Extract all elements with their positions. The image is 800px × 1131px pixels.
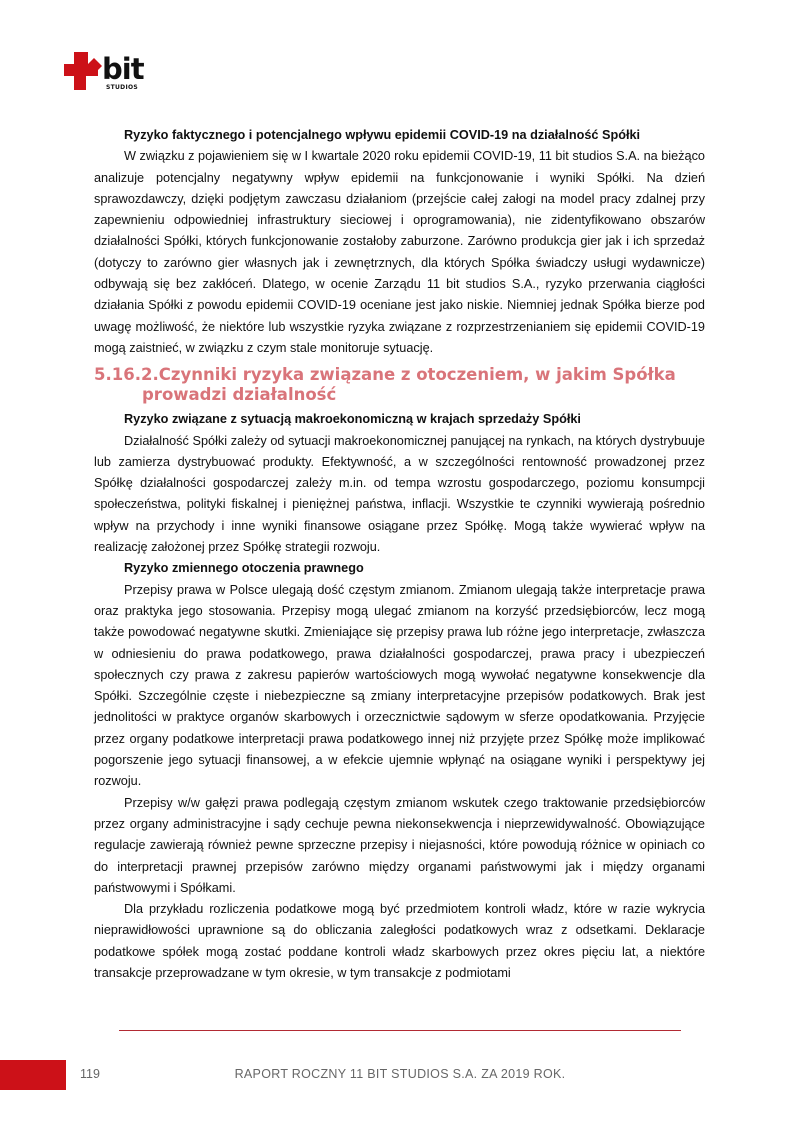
logo-mark-icon: [64, 50, 104, 90]
page-number: 119: [80, 1067, 100, 1081]
footer-title: RAPORT ROCZNY 11 BIT STUDIOS S.A. ZA 2019 ROK.: [234, 1067, 566, 1081]
heading-macro-risk: Ryzyko związane z sytuacją makroekonomiczną w krajach sprzedaży Spółki: [124, 412, 581, 427]
paragraph-legal-3: Dla przykładu rozliczenia podatkowe mogą być przedmiotem kontroli władz, które w razie wykrycia nieprawidłowości uprawnione są do obliczania zaległości podatkowych wraz z odsetkami. Deklaracje podatkowe spółek mogą zostać poddane kontroli władz skarbowych przez okres pięciu lat, a niektóre transakcje przeprowadzane w tym okresie, w tym transakcje z podmiotami: [94, 902, 705, 980]
section-heading: 5.16.2.Czynniki ryzyka związane z otoczeniem, w jakim Spółka prowadzi działalność: [94, 365, 676, 405]
heading-legal-risk: Ryzyko zmiennego otoczenia prawnego: [124, 561, 364, 576]
paragraph-legal-2: Przepisy w/w gałęzi prawa podlegają częstym zmianom wskutek czego traktowanie przedsiębiorców przez organy administracyjne i sądy cechuje pewna niekonsekwencja i nieprzewidywalność. Obowiązujące regulacje zawierają również pewne sprzeczne przepisy i niejasności, które powodują różnice w opiniach co do interpretacji prawnej przepisów zarówno między organami państwowymi jak i między organami państwowymi i Spółkami.: [94, 795, 705, 895]
logo-subtext: STUDIOS: [106, 84, 139, 91]
footer-divider: [119, 1030, 681, 1031]
document-body: [94, 125, 705, 984]
paragraph-covid: W związku z pojawieniem się w I kwartale 2020 roku epidemii COVID-19, 11 bit studios S.A. na bieżąco analizuje potencjalny negatywny wpływ epidemii na funkcjonowanie i wyniki Spółki. Na dzień sprawozdawczy, dzięki podjętym zawczasu działaniom (przejście całej załogi na model pracy zdalnej przy zapewnieniu odpowiedniej infrastruktury sieciowej i oprogramowania), nie zidentyfikowano obszarów działalności Spółki, których funkcjonowanie zostałoby zaburzone. Zarówno produkcja gier jak i ich sprzedaż (dotyczy to zarówno gier własnych jak i zewnętrznych, dla których Spółka świadczy usługi wydawnicze) odbywają się bez zakłóceń. Dlatego, w ocenie Zarządu 11 bit studios S.A., ryzyko przerwania ciągłości działania Spółki z powodu epidemii COVID-19 oceniane jest jako niskie. Niemniej jednak Spółka bierze pod uwagę możliwość, że niektóre lub wszystkie ryzyka związane z rozprzestrzenianiem się epidemii COVID-19 mogą zaistnieć, w związku z czym stale monitoruje sytuację.: [94, 149, 705, 355]
heading-covid-risk: Ryzyko faktycznego i potencjalnego wpływu epidemii COVID-19 na działalność Spółki: [124, 128, 641, 142]
company-logo: [64, 50, 148, 94]
paragraph-macro: Działalność Spółki zależy od sytuacji makroekonomicznej panującej na rynkach, na których dystrybuuje lub zamierza dystrybuować produkty. Efektywność, a w szczególności rentowność prowadzonej przez Spółkę działalności gospodarczej zależy m.in. od tempa wzrostu gospodarczego, poziomu konsumpcji społeczeństwa, polityki fiskalnej i pieniężnej państwa, inflacji. Wszystkie te czynniki wywierają pośrednio wpływ na przychody i inne wyniki finansowe osiągane przez Spółkę. Mogą także wywierać wpływ na realizację założonej przez Spółkę strategii rozwoju.: [94, 433, 705, 555]
logo-text: bit: [102, 52, 144, 86]
paragraph-legal-1: Przepisy prawa w Polsce ulegają dość częstym zmianom. Zmianom ulegają także interpretacje prawa oraz praktyka jego stosowania. Przepisy mogą ulegać zmianom na korzyść przedsiębiorców, lecz mogą także powodować negatywne skutki. Zmieniające się przepisy prawa lub różne jego interpretacje, zwłaszcza w odniesieniu do prawa podatkowego, prawa działalności gospodarczej, prawa pracy i ubezpieczeń społecznych czy prawa z zakresu papierów wartościowych mogą wywołać negatywne konsekwencje dla Spółki. Szczególnie częste i niebezpieczne są zmiany interpretacyjne przepisów podatkowych. Brak jest jednolitości w praktyce organów skarbowych i orzecznictwie sądowym w sferze opodatkowania. Przyjęcie przez organy podatkowe interpretacji prawa podatkowego innej niż przyjęte przez Spółkę może implikować pogorszenie jego sytuacji finansowej, a w efekcie ujemnie wpłynąć na osiągane wyniki i perspektywy jej rozwoju.: [94, 582, 705, 789]
